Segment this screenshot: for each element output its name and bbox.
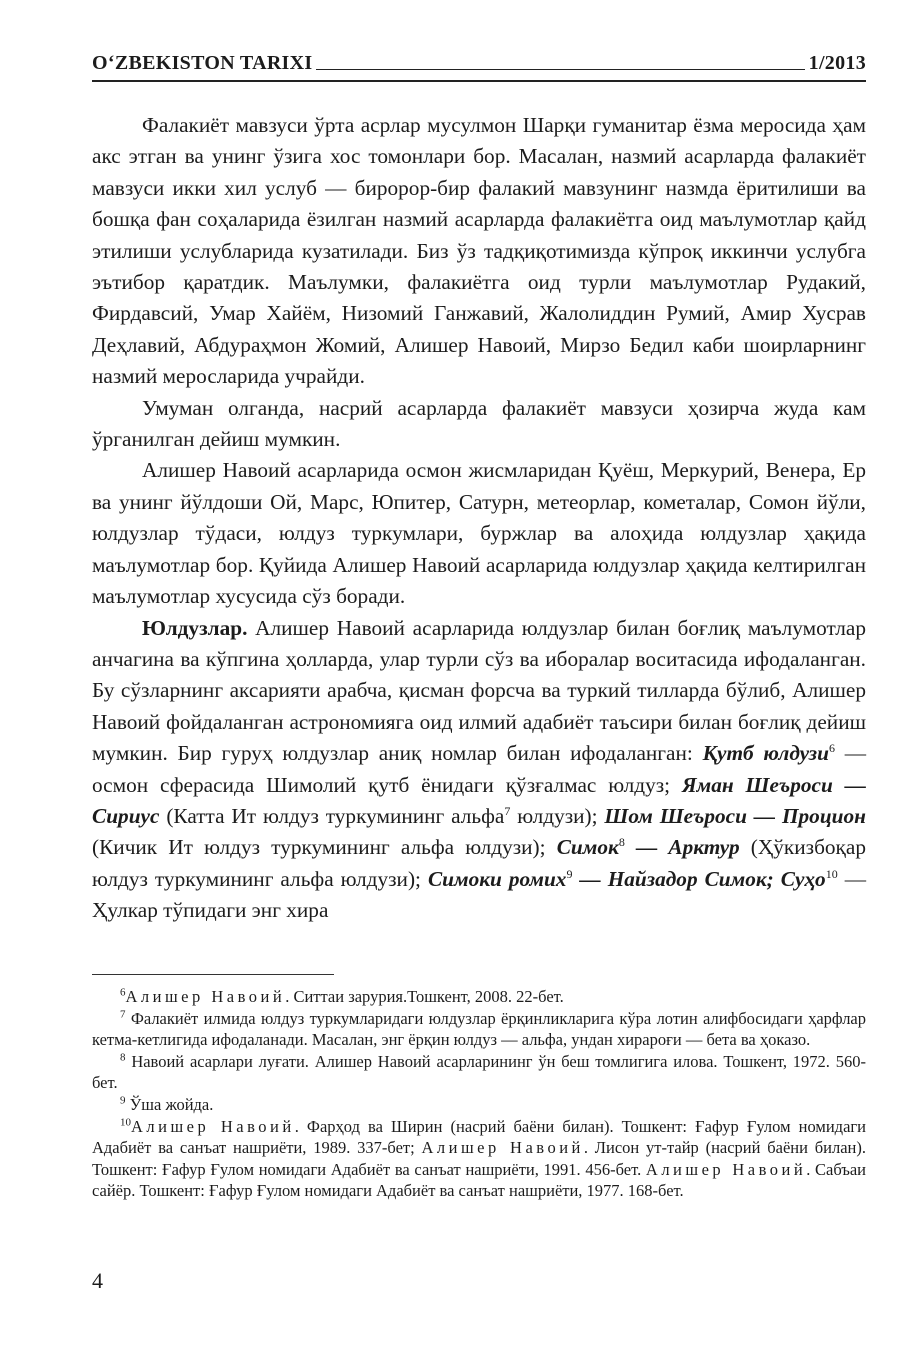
footnote-9 xyxy=(92,1094,866,1116)
footnote-author: Алишер Навоий xyxy=(125,987,286,1006)
paragraph-4 xyxy=(92,613,866,927)
footnote-separator xyxy=(92,974,334,975)
footnote-ref-6: 6 xyxy=(828,741,835,756)
footnote-author: Алишер Навоий xyxy=(645,1159,807,1179)
footnote-text: . Ситтаи зарурия.Тошкент, 2008. 22-бет. xyxy=(285,987,564,1006)
journal-title: O‘ZBEKISTON TARIXI xyxy=(92,52,313,74)
term-procyon: Шом Шеъроси — Процион xyxy=(604,803,866,828)
footnote-number: 7 xyxy=(120,1008,126,1021)
footnote-8 xyxy=(92,1051,866,1094)
header-line xyxy=(316,69,804,70)
term-suho: — Найзадор Симок; Суҳо xyxy=(572,866,826,891)
issue-number: 1/2013 xyxy=(808,52,866,74)
paragraph-3: Алишер Навоий асарларида осмон жисмларидан Қуёш, Меркурий, Венера, Ер ва унинг йўлдоши Ой, Марс, Юпитер, Сатурн, метеорлар, кометалар, Сомон йўли, юлдузлар тўдаси, юлдуз туркумлари, буржлар ва алоҳида юлдузлар ҳақида маълумотлар бор. Қуйида Алишер Навоий асарларида юлдузлар ҳақида келтирилган маълумотлар хусусида сўз боради. xyxy=(92,458,866,609)
footnote-number: 9 xyxy=(120,1094,126,1107)
footnote-text: . Лисон ут-тайр (насрий баёни билан). Тошкент: Ғафур Ғулом номидаги Адабиёт ва санъат нашриёти, 1991. 456-бет. xyxy=(92,1138,866,1179)
footnotes xyxy=(92,986,866,1202)
term-qutb-yulduzi: Қутб юлдузи xyxy=(702,741,829,766)
footnote-7 xyxy=(92,1008,866,1051)
footnote-10 xyxy=(92,1116,866,1202)
paragraph-4-text: юлдузи); xyxy=(510,803,605,828)
paragraph-1: Фалакиёт мавзуси ўрта асрлар мусулмон Шарқи гуманитар ёзма меросида ҳам акс этган ва унинг ўзига хос томонлари бор. Масалан, назмий асарларда фалакиёт мавзуси икки хил услуб — биророр-бир фалакий мавзунинг назмда ёритилиши ва бошқа фан соҳаларида ёзилган назмий асарларда фалакиётга оид маълумотлар қайд этилиши услубларида кузатилади. Биз ўз тадқиқотимизда кўпроқ иккинчи услубга эътибор қаратдик. Маълумки, фалакиётга оид турли маълумотлар Рудакий, Фирдавсий, Умар Хайём, Низомий Ганжавий, Жалолиддин Румий, Амир Хусрав Деҳлавий, Абдураҳмон Жомий, Алишер Навоий, Мирзо Бедил каби шоирларнинг назмий меросларида учрайди. xyxy=(92,113,866,389)
footnote-text: . Сабъаи сайёр. Тошкент: Ғафур Ғулом номидаги Адабиёт ва санъат нашриёти, 1977. 168-бет. xyxy=(92,1159,866,1201)
footnote-author: Алишер Навоий xyxy=(131,1116,295,1136)
footnote-number: 8 xyxy=(120,1051,126,1064)
footnote-6 xyxy=(92,986,866,1008)
running-header xyxy=(92,52,866,75)
footnote-text: Навоий асарлари луғати. Алишер Навоий асарларининг ўн беш томлигига илова. Тошкент, 1972. 560-бет. xyxy=(92,1051,866,1093)
footnote-ref-9: 9 xyxy=(566,866,573,881)
section-heading-stars: Юлдузлар. xyxy=(142,615,248,640)
paragraph-4-text: —Ҳулкар тўпидаги энг хира xyxy=(92,866,866,923)
term-simoki-romih: Симоки ромих xyxy=(427,866,567,891)
article-body xyxy=(92,110,866,927)
paragraph-2: Умуман олганда, насрий асарларда фалакиёт мавзуси ҳозирча жуда кам ўрганилган дейиш мумкин. xyxy=(92,395,866,452)
footnote-ref-10: 10 xyxy=(825,866,838,881)
footnote-text: . Фарҳод ва Ширин (насрий баёни билан). Тошкент: Ғафур Ғулом номидаги Адабиёт ва санъат нашриёти, 1989. 337-бет; xyxy=(92,1116,866,1158)
paragraph-4-text: Алишер Навоий асарларида юлдузлар билан боғлиқ маълумотлар анчагина ва кўпгина ҳолларда, улар турли сўз ва иборалар воситасида ифодаланган. Бу сўзларнинг аксарияти арабча, қисман форсча ва туркий тилларда бўлиб, Алишер Навоий фойдаланган астрономияга оид илмий адабиёт таъсири билан боғлиқ дейиш мумкин. Бир гуруҳ юлдузлар аниқ номлар билан ифодаланган: xyxy=(92,615,866,766)
paragraph-4-text: (Катта Ит юлдуз туркумининг альфа xyxy=(159,803,505,828)
paragraph-4-text: (Кичик Ит юлдуз туркумининг альфа юлдузи); xyxy=(92,835,557,860)
footnote-text: Фалакиёт илмида юлдуз туркумларидаги юлдузлар ёрқинликларига кўра лотин алифбосидаги ҳарфлар кетма-кетлигида ифодаланади. Масалан, энг ёрқин юлдуз — альфа, ундан хирароғи — бета ва ҳоказо. xyxy=(92,1008,866,1050)
term-sirius: Яман Шеъроси — Сириус xyxy=(92,772,866,828)
term-simok: Симок xyxy=(556,835,619,860)
footnote-ref-8: 8 xyxy=(618,835,625,850)
paragraph-4-text: (Ҳўкизбоқар юлдуз туркумининг альфа юлдузи); xyxy=(92,835,866,891)
header-rule xyxy=(92,80,866,82)
paragraph-4-text: — осмон сферасида Шимолий қутб ёнидаги қўзғалмас юлдуз; xyxy=(92,741,867,797)
term-arcturus: — Арктур xyxy=(624,835,740,860)
page-number: 4 xyxy=(92,1268,103,1293)
footnote-ref-7: 7 xyxy=(504,803,511,818)
footnote-number: 6 xyxy=(120,986,126,999)
footnote-text: Ўша жойда. xyxy=(125,1094,214,1114)
footnote-number: 10 xyxy=(120,1116,131,1129)
footnote-author: Алишер Навоий xyxy=(421,1138,584,1158)
